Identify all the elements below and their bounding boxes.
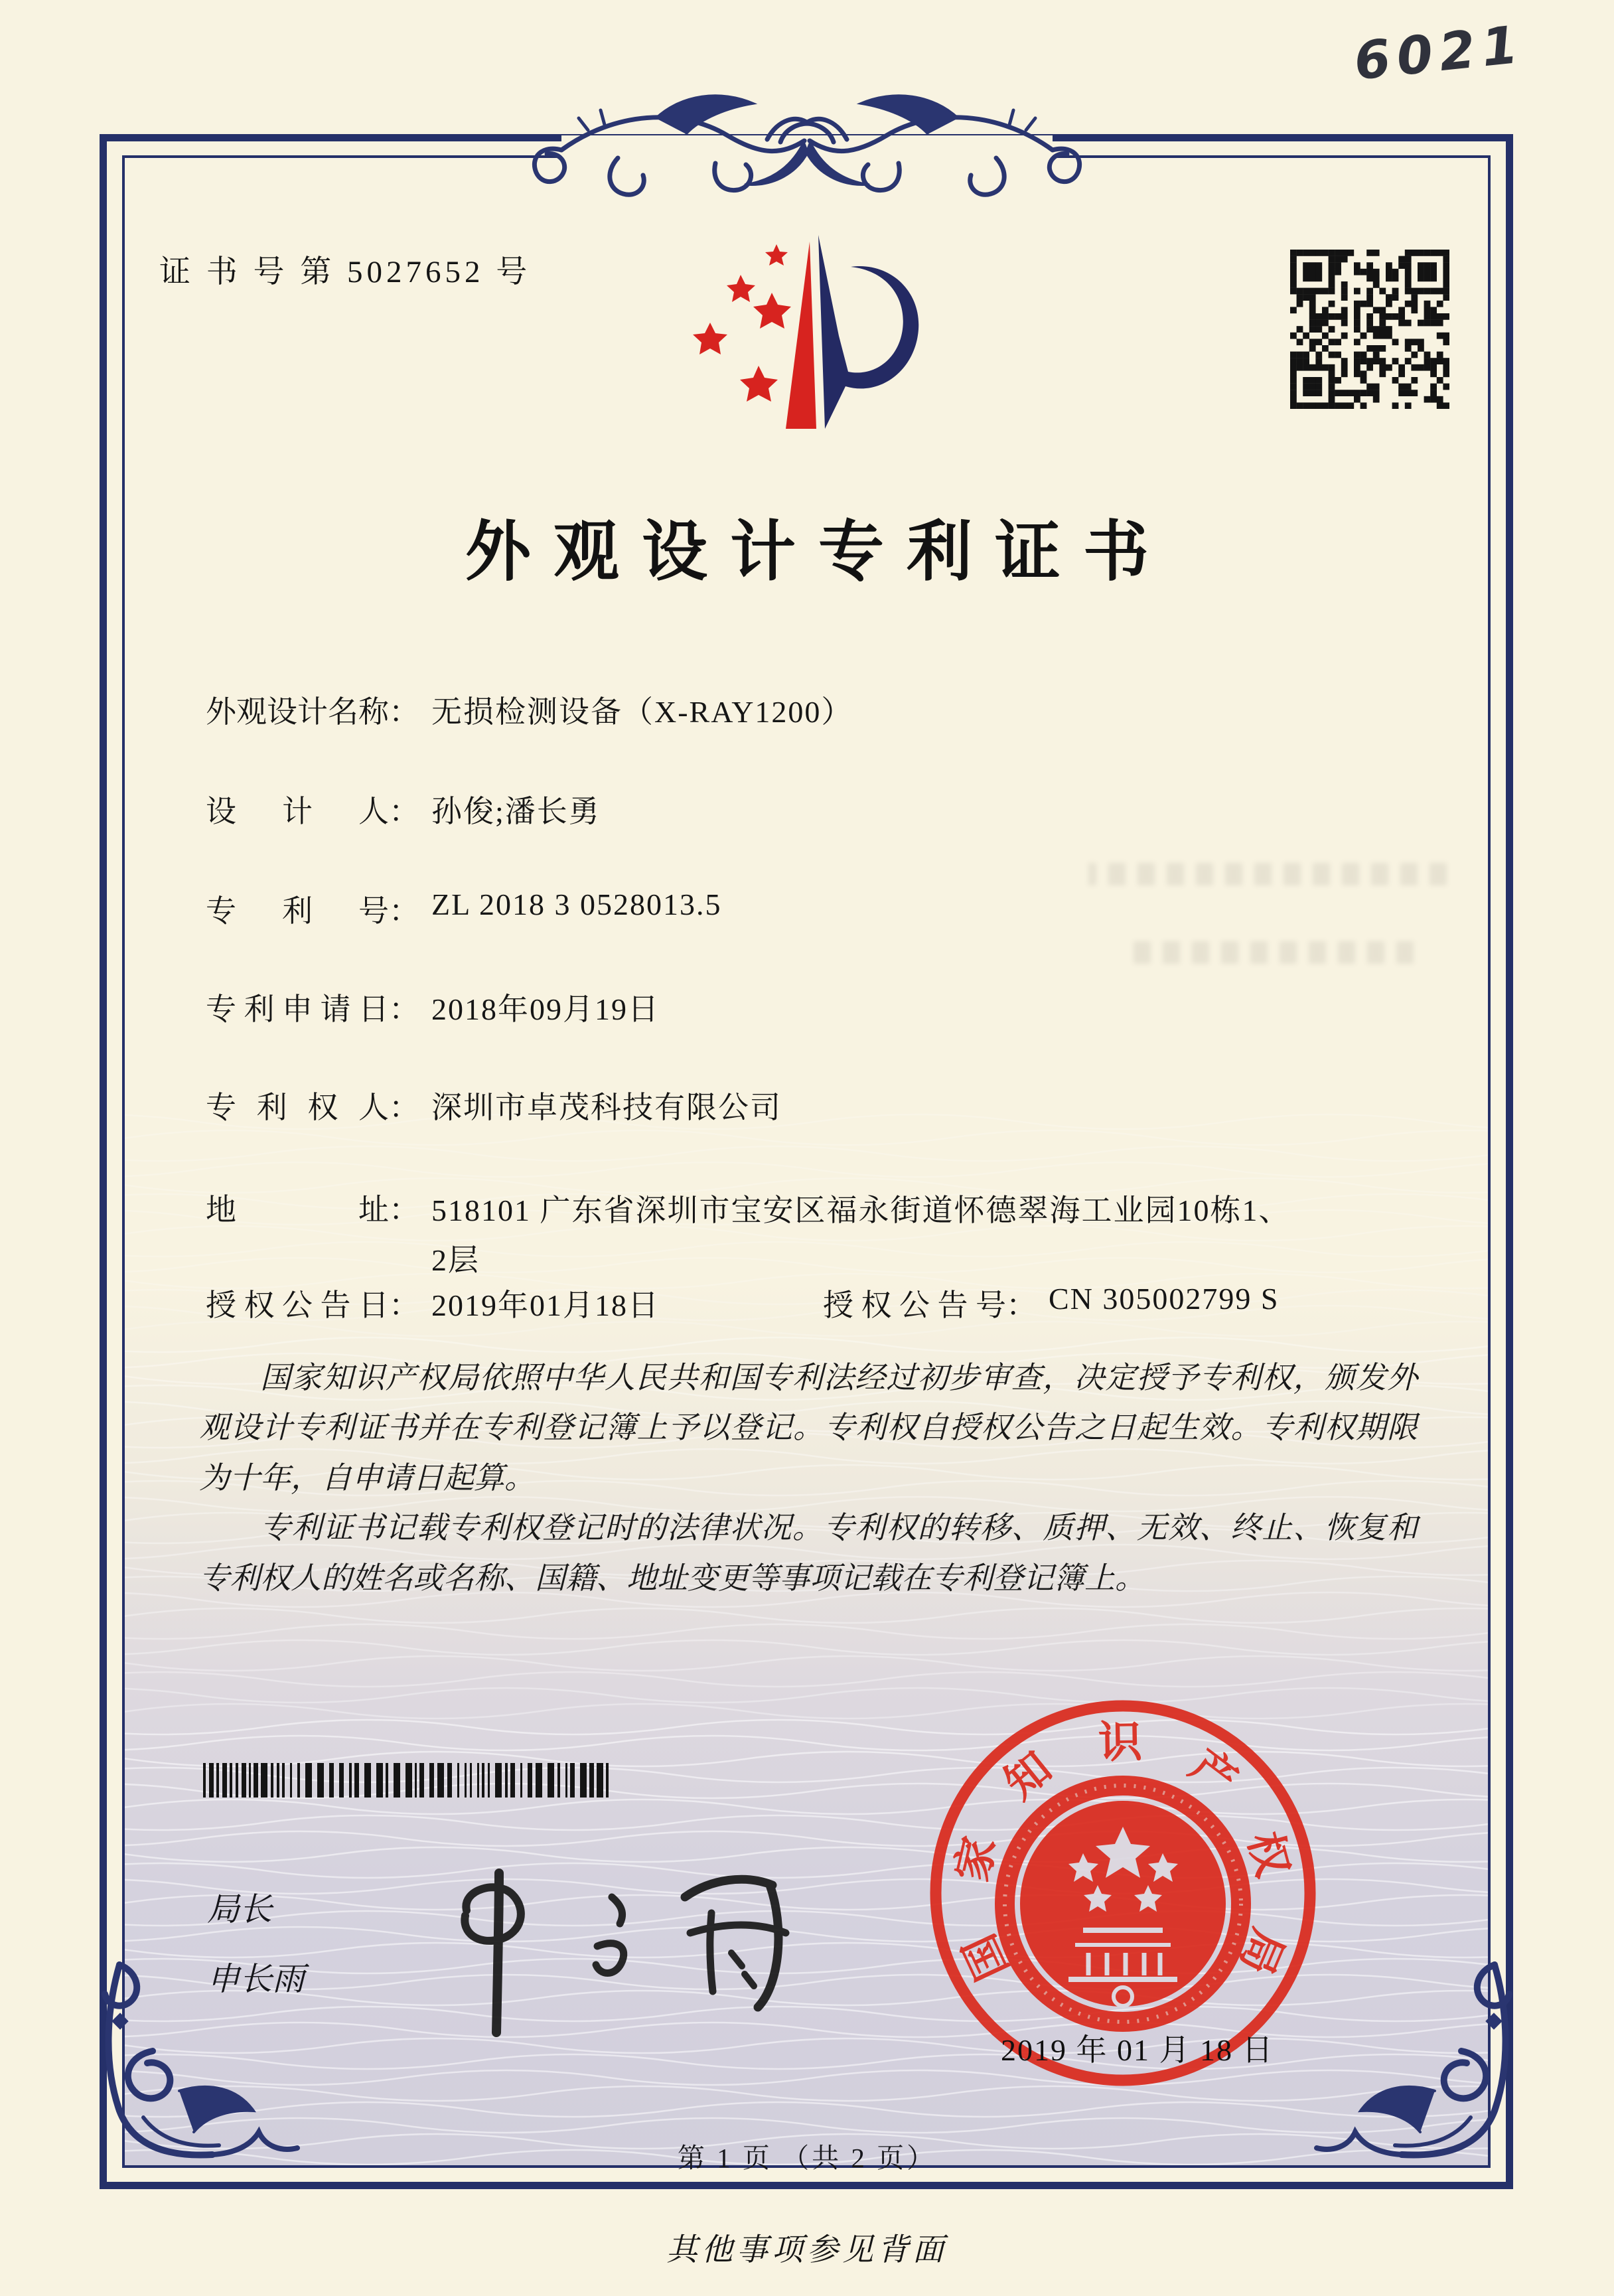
field-label: 授权公告号 xyxy=(823,1288,1006,1322)
seal-emblem xyxy=(1005,1786,1241,2022)
dragon-ornament xyxy=(482,78,1132,211)
seal-character: 产 xyxy=(1181,1740,1246,1806)
field-label: 专利权人 xyxy=(206,1091,389,1124)
field-label: 设计人 xyxy=(206,795,389,828)
field-grant-number: 授权公告号： CN 305002799 S xyxy=(823,1281,1279,1325)
officer-name: 申长雨 xyxy=(207,1961,305,1997)
footer-note: 其他事项参见背面 xyxy=(666,2233,948,2267)
seal-character: 知 xyxy=(995,1743,1061,1809)
legal-text xyxy=(199,1353,1418,1603)
logo-blue-p xyxy=(818,235,918,429)
field-value: 518101 广东省深圳市宝安区福永街道怀德翠海工业园10栋1、2层 xyxy=(431,1193,1291,1278)
officer-title: 局长 xyxy=(207,1891,273,1928)
field-grant-row: 授权公告日： 2019年01月18日 授权公告号： CN 305002799 S xyxy=(206,1281,660,1325)
field-label: 专利申请日 xyxy=(206,992,389,1026)
legal-paragraph: 专利证书记载专利权登记时的法律状况。专利权的转移、质押、无效、终止、恢复和专利权人的姓名或名称、国籍、地址变更等事项记载在专利登记簿上。 xyxy=(199,1511,1418,1595)
seal-character: 家 xyxy=(948,1832,1005,1886)
ink-bleedthrough xyxy=(1088,863,1447,885)
field-patent-number: 专利号： ZL 2018 3 0528013.5 xyxy=(206,887,722,931)
seal-character: 识 xyxy=(1098,1718,1143,1768)
director-signature xyxy=(398,1839,863,2051)
handwritten-note: 6021 xyxy=(1351,15,1528,92)
field-value: 深圳市卓茂科技有限公司 xyxy=(431,1091,782,1124)
seal-character: 权 xyxy=(1238,1827,1297,1882)
field-label: 专利号 xyxy=(206,894,389,928)
seal-character: 国 xyxy=(955,1926,1018,1987)
logo-red-wedge xyxy=(786,242,816,429)
field-design-name: 外观设计名称： 无损检测设备（X-RAY1200） xyxy=(206,688,853,731)
legal-paragraph: 国家知识产权局依照中华人民共和国专利法经过初步审查，决定授予专利权，颁发外观设计专利证书并在专利登记簿上予以登记。专利权自授权公告之日起生效。专利权期限为十年，自申请日起算。 xyxy=(199,1361,1418,1495)
certificate-number: 证 书 号 第 5027652 号 xyxy=(159,255,532,289)
officer-block xyxy=(207,1893,305,1995)
field-value: CN 305002799 S xyxy=(1049,1282,1280,1316)
field-label: 外观设计名称 xyxy=(206,695,389,729)
document-title: 外观设计专利证书 xyxy=(465,516,1171,589)
field-patentee: 专利权人： 深圳市卓茂科技有限公司 xyxy=(206,1083,782,1127)
logo-stars xyxy=(693,244,791,402)
seal-date: 2019 年 01 月 18 日 xyxy=(1001,2033,1274,2067)
ink-bleedthrough xyxy=(1128,941,1414,964)
field-designer: 设计人： 孙俊;潘长勇 xyxy=(206,787,601,831)
page-number: 第 1 页 （共 2 页） xyxy=(677,2143,937,2173)
field-address: 地址： 518101 广东省深圳市宝安区福永街道怀德翠海工业园10栋1、2层 xyxy=(206,1186,1294,1286)
barcode xyxy=(203,1763,623,1798)
field-label: 地址 xyxy=(206,1193,389,1227)
cnipa-logo xyxy=(682,230,928,435)
seal-character: 局 xyxy=(1230,1922,1292,1982)
field-value: 2018年09月19日 xyxy=(431,992,660,1026)
field-filing-date: 专利申请日： 2018年09月19日 xyxy=(206,985,660,1029)
field-value: 2019年01月18日 xyxy=(431,1288,660,1322)
qr-code xyxy=(1290,250,1449,409)
field-value: ZL 2018 3 0528013.5 xyxy=(431,887,722,921)
field-value: 无损检测设备（X-RAY1200） xyxy=(431,695,853,729)
field-value: 孙俊;潘长勇 xyxy=(431,795,601,828)
field-label: 授权公告日 xyxy=(206,1288,389,1322)
